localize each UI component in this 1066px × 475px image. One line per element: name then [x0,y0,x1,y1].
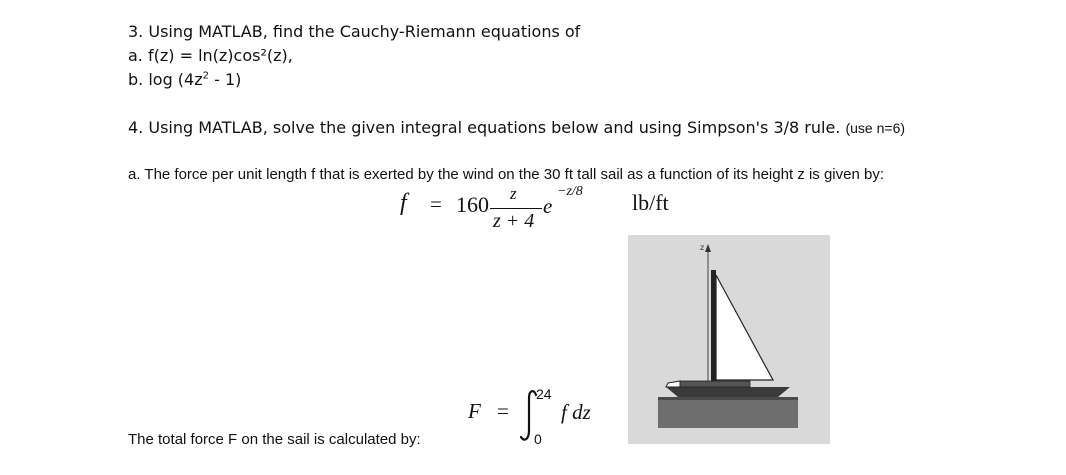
formula-f-coefficient: 160 [456,192,489,217]
sailboat-figure [628,235,830,444]
formula-F-integrand: f dz [561,400,591,424]
problem-4-heading-text: 4. Using MATLAB, solve the given integral equations below and using Simpson's 3/8 rule. [128,118,841,137]
problem-4-heading-note: (use n=6) [845,120,906,136]
formula-f-equals: = [430,192,442,216]
water [658,398,798,428]
formula-f-fraction-bar [490,208,542,209]
hull [666,387,790,397]
mast [711,270,716,384]
problem-4-heading [128,116,905,140]
z-axis-label: z [700,243,705,252]
water-surface [658,397,798,400]
formula-f-units: lb/ft [632,190,669,215]
formula-f-numerator: z [510,184,517,203]
formula-f-lhs: f [400,190,407,216]
formula-F-lower-limit: 0 [534,431,542,447]
formula-f-exponent: −z/8 [557,184,583,199]
problem-4-part-a: a. The force per unit length f that is exerted by the wind on the 30 ft tall sail as a function of its height z is given by: [128,166,884,183]
formula-F-equals: = [497,399,509,423]
cabin [680,381,750,387]
formula-F-lhs: F [468,399,481,423]
problem-3-heading: 3. Using MATLAB, find the Cauchy-Riemann equations of [128,22,581,41]
formula-f-base: e [543,194,553,218]
total-force-text: The total force F on the sail is calculated by: [128,431,421,448]
formula-f-denominator: z + 4 [493,210,535,232]
formula-F-upper-limit: 24 [536,386,552,402]
problem-3-item-a: a. f(z) = ln(z)cos²(z), [128,46,293,65]
problem-3-item-b: b. $\log (4z^2 - 1)$ [128,70,242,89]
